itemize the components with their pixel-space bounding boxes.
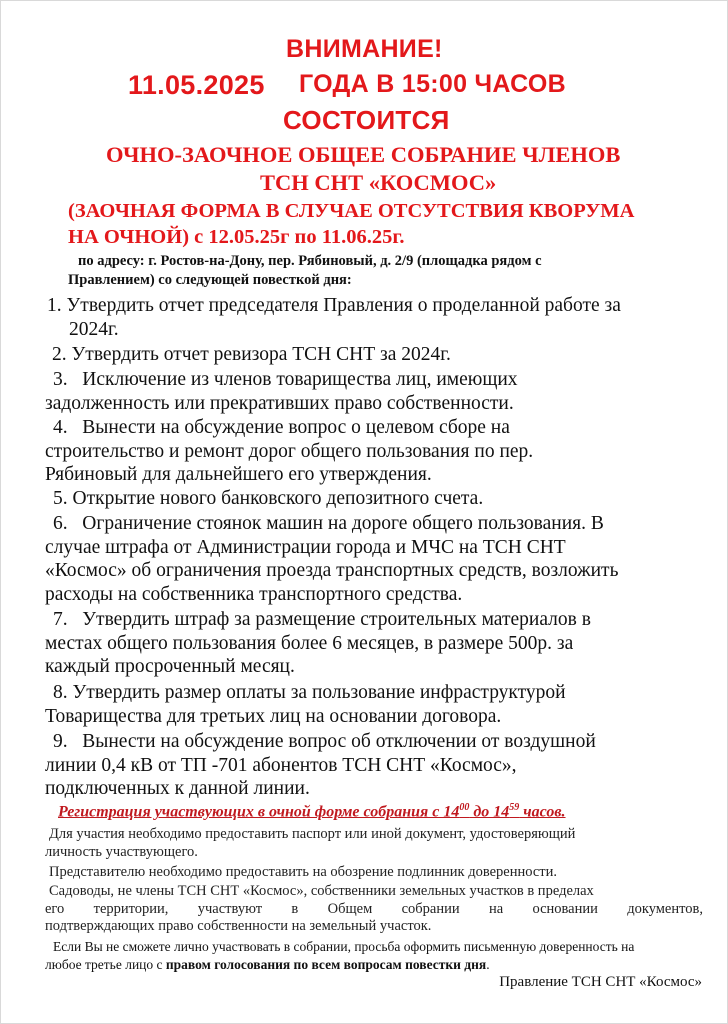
agenda-item-6 <box>45 512 710 606</box>
signature: Правление ТСН СНТ «Космос» <box>499 974 702 990</box>
agenda-text: расходы на собственника транспортного средства. <box>45 583 463 605</box>
agenda-text: «Космос» об ограничения проезда транспортных средств, возложить <box>45 560 619 581</box>
address-line2: Правлением) со следующей повесткой дня: <box>68 272 352 288</box>
absentee-form-line2: НА ОЧНОЙ) с 12.05.25г по 11.06.25г. <box>68 226 405 248</box>
agenda-text: Открытие нового банковского депозитного счета. <box>72 488 484 509</box>
voting-rights-emphasis: правом голосования по всем вопросам повестки дня <box>165 956 487 972</box>
agenda-text: местах общего пользования более 6 месяцев, в размере 500р. за <box>45 632 574 654</box>
agenda-number: 5. <box>53 488 68 509</box>
agenda-item-4 <box>45 416 710 487</box>
meeting-date: 11.05.2025 <box>128 70 265 100</box>
agenda-text: Рябиновый для дальнейшего его утверждения. <box>45 464 432 485</box>
agenda-text: 2024г. <box>69 318 119 340</box>
representative-note: Представителю необходимо предоставить на обозрение подлинник доверенности. <box>49 864 558 880</box>
agenda-text: линии 0,4 кВ от ТП -701 абонентов ТСН СНТ «Космос», <box>45 754 517 776</box>
agenda-item-8 <box>45 681 710 728</box>
agenda-text: строительство и ремонт дорог общего пользования по пер. <box>45 440 534 462</box>
will-take-place-heading: СОСТОИТСЯ <box>283 105 450 135</box>
agenda-text: каждый просроченный месяц. <box>45 656 295 677</box>
agenda-item-2 <box>52 343 710 367</box>
agenda-text: Ограничение стоянок машин на дороге общего пользования. В <box>82 513 604 534</box>
gardeners-note: Садоводы, не члены ТСН СНТ «Космос», собственники земельных участков в пределах его территории, участвуют в Общем собрании на основании документов, подтверждающих право собственности на земельный участок. <box>45 883 703 934</box>
agenda-text: подключенных к данной линии. <box>45 778 310 799</box>
agenda-text: Вынести на обсуждение вопрос об отключении от воздушной <box>82 731 596 752</box>
agenda-text: случае штрафа от Администрации города и МЧС на ТСН СНТ <box>45 536 566 558</box>
agenda-number: 7. <box>53 609 68 630</box>
agenda-number: 3. <box>53 369 68 390</box>
attention-heading: ВНИМАНИЕ! <box>286 35 443 63</box>
agenda-number: 4. <box>53 417 68 438</box>
agenda-text: задолженность или прекративших право собственности. <box>45 392 514 414</box>
agenda-number: 6. <box>53 513 68 534</box>
meeting-type-line2: ТСН СНТ «КОСМОС» <box>260 170 497 195</box>
registration-notice: Регистрация участвующих в очной форме собрания с $14^{00}$ до $14^{59}$ часов. <box>58 802 566 821</box>
agenda-text: Исключение из членов товарищества лиц, имеющих <box>82 369 518 390</box>
agenda-number: 9. <box>53 731 68 752</box>
agenda-number: 1. <box>47 295 62 316</box>
agenda-item-7 <box>45 608 710 679</box>
agenda-text: Утвердить штраф за размещение строительных материалов в <box>82 609 591 630</box>
meeting-time: ГОДА В 15:00 ЧАСОВ <box>299 70 566 98</box>
absentee-form-line1: (ЗАОЧНАЯ ФОРМА В СЛУЧАЕ ОТСУТСТВИЯ КВОРУМА <box>68 200 635 222</box>
agenda-item-5 <box>53 487 710 511</box>
proxy-note: Если Вы не сможете лично участвовать в собрании, просьба оформить письменную доверенность на любое третье лицо с правом голосования по всем вопросам повестки дня. <box>45 939 635 972</box>
agenda-text: Вынести на обсуждение вопрос о целевом сборе на <box>82 417 510 438</box>
agenda-item-1 <box>47 294 710 341</box>
address-line1: по адресу: г. Ростов-на-Дону, пер. Рябиновый, д. 2/9 (площадка рядом с <box>78 253 542 269</box>
agenda-item-3 <box>45 368 710 415</box>
passport-note: Для участия необходимо предоставить паспорт или иной документ, удостоверяющий личность участвующего. <box>45 826 576 860</box>
agenda-text: Утвердить отчет ревизора ТСН СНТ за 2024г. <box>71 344 451 365</box>
agenda-number: 2. <box>52 344 67 365</box>
agenda-text: Товарищества для третьих лиц на основании договора. <box>45 705 502 727</box>
agenda-text: Утвердить отчет председателя Правления о проделанной работе за <box>66 295 621 316</box>
agenda-number: 8. <box>53 682 68 703</box>
meeting-type-line1: ОЧНО-ЗАОЧНОЕ ОБЩЕЕ СОБРАНИЕ ЧЛЕНОВ <box>106 142 621 167</box>
agenda-text: Утвердить размер оплаты за пользование инфраструктурой <box>72 682 566 703</box>
agenda-item-9 <box>45 730 710 801</box>
